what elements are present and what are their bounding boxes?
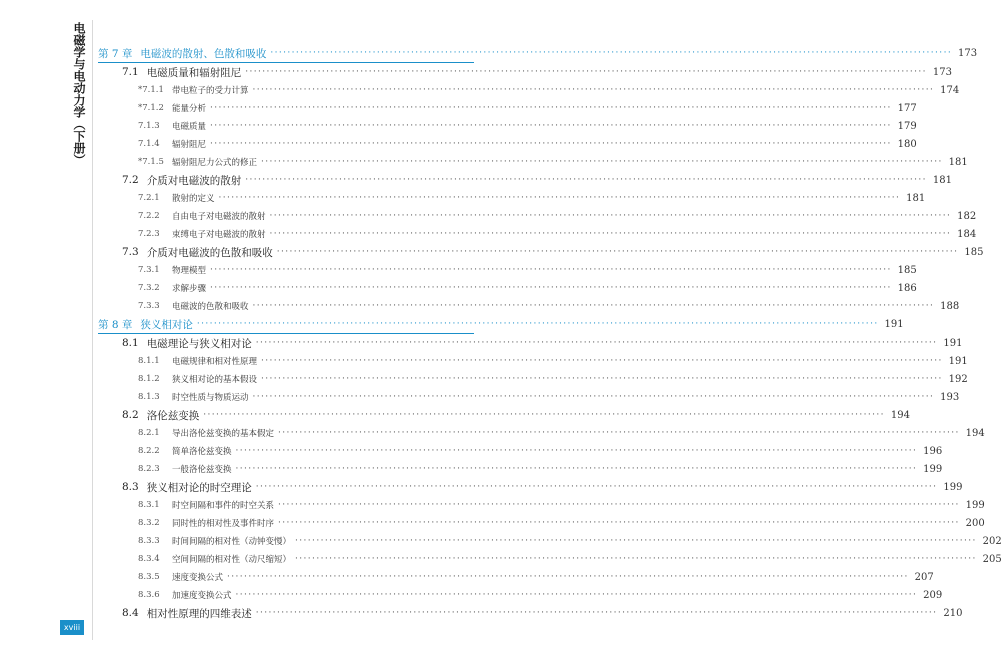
toc-subsection-row[interactable] <box>98 135 917 153</box>
toc-entry-number: 7.3 <box>122 246 139 258</box>
toc-leader-dots: ································································································································································ <box>235 464 918 474</box>
toc-page-number: 191 <box>943 337 963 349</box>
toc-entry-number: 7.3.1 <box>138 265 160 275</box>
toc-page-number: 173 <box>958 47 978 59</box>
toc-leader-dots: ································································································································································ <box>210 265 892 275</box>
toc-page-number: 173 <box>932 66 952 78</box>
toc-entry-title: 能量分析 <box>172 104 207 114</box>
toc-leader-dots: ································································································································································ <box>218 193 901 203</box>
toc-entry-title: 一般洛伦兹变换 <box>172 465 232 475</box>
book-side-title: 电磁学与电动力学（下册） <box>72 22 86 166</box>
toc-leader-dots: ································································································································································ <box>210 121 892 131</box>
toc-subsection-row[interactable] <box>98 388 960 406</box>
toc-page-number: 199 <box>965 499 985 511</box>
toc-subsection-row[interactable] <box>98 117 917 135</box>
toc-entry-number: 8.4 <box>122 607 139 619</box>
toc-subsection-row[interactable] <box>98 352 968 370</box>
toc-entry-number: 8.1.2 <box>138 374 160 384</box>
toc-entry-number: 7.3.3 <box>138 301 160 311</box>
toc-subsection-row[interactable] <box>98 261 917 279</box>
toc-entry-title: 电磁波的色散和吸收 <box>172 302 249 312</box>
toc-subsection-row[interactable] <box>98 586 943 604</box>
page-number-badge: xviii <box>60 620 84 635</box>
toc-leader-dots: ································································································································································ <box>278 500 960 510</box>
toc-entry-title: 时空间隔和事件的时空关系 <box>172 501 275 511</box>
toc-entry-title: 自由电子对电磁波的散射 <box>172 212 266 222</box>
toc-leader-dots: ································································································································································ <box>210 103 892 113</box>
toc-page-number: 205 <box>982 553 1002 565</box>
toc-leader-dots: ································································································································································ <box>203 410 885 420</box>
toc-entry-number: 7.2.2 <box>138 211 160 221</box>
toc-page-number: 182 <box>957 210 977 222</box>
toc-chapter-row[interactable] <box>98 315 904 333</box>
toc-entry-title: 时空性质与物质运动 <box>172 393 249 403</box>
toc-page-number: 185 <box>964 246 984 258</box>
toc-entry-title: 求解步骤 <box>172 284 207 294</box>
toc-page-number: 184 <box>957 228 977 240</box>
toc-entry-title: 简单洛伦兹变换 <box>172 447 232 457</box>
toc-subsection-row[interactable] <box>98 279 917 297</box>
toc-page-number: 209 <box>923 589 943 601</box>
toc-page-number: 207 <box>914 571 934 583</box>
toc-entry-title: 同时性的相对性及事件时序 <box>172 519 275 529</box>
toc-entry-number: 8.2 <box>122 409 139 421</box>
toc-page-number: 193 <box>940 391 960 403</box>
toc-entry-title: 相对性原理的四维表述 <box>146 607 252 620</box>
toc-page-number: 186 <box>897 282 917 294</box>
toc-page-number: 194 <box>965 427 985 439</box>
toc-leader-dots: ································································································································································ <box>235 446 918 456</box>
toc-subsection-row[interactable] <box>98 514 985 532</box>
toc-leader-dots: ································································································································································ <box>245 175 927 185</box>
toc-entry-title: 电磁质量 <box>172 122 207 132</box>
side-divider <box>92 20 93 640</box>
toc-entry-title: 带电粒子的受力计算 <box>172 86 249 96</box>
toc-entry-number: 7.1.3 <box>138 121 160 131</box>
toc-page-number: 177 <box>897 102 917 114</box>
toc-entry-title: 辐射阻尼 <box>172 140 207 150</box>
toc-leader-dots: ································································································································································ <box>270 48 953 58</box>
table-of-contents <box>98 44 1002 622</box>
toc-entry-number: 8.1.1 <box>138 356 160 366</box>
toc-leader-dots: ································································································································································ <box>245 67 927 77</box>
toc-section-row[interactable] <box>98 243 984 261</box>
toc-page-number: 194 <box>890 409 910 421</box>
toc-entry-number: *7.1.1 <box>138 85 164 95</box>
toc-subsection-row[interactable] <box>98 568 934 586</box>
toc-leader-dots: ································································································································································ <box>210 139 892 149</box>
toc-subsection-row[interactable] <box>98 81 960 99</box>
toc-section-row[interactable] <box>98 63 952 81</box>
toc-page-number: 199 <box>943 481 963 493</box>
toc-leader-dots: ································································································································································ <box>227 572 909 582</box>
toc-section-row[interactable] <box>98 604 963 622</box>
toc-page-number: 191 <box>884 318 904 330</box>
toc-leader-dots: ································································································································································ <box>196 319 879 329</box>
toc-subsection-row[interactable] <box>98 189 926 207</box>
toc-entry-title: 束缚电子对电磁波的散射 <box>172 230 266 240</box>
toc-entry-number: 7.1 <box>122 66 139 78</box>
toc-page-number: 210 <box>943 607 963 619</box>
toc-subsection-row[interactable] <box>98 153 968 171</box>
toc-subsection-row[interactable] <box>98 424 985 442</box>
toc-entry-number: 8.3.3 <box>138 536 160 546</box>
toc-page-number: 196 <box>923 445 943 457</box>
toc-leader-dots: ································································································································································ <box>210 283 892 293</box>
toc-entry-title: 狭义相对论的基本假设 <box>172 375 258 385</box>
toc-entry-number: *7.1.2 <box>138 103 164 113</box>
toc-entry-number: 7.3.2 <box>138 283 160 293</box>
toc-leader-dots: ································································································································································ <box>255 608 938 618</box>
toc-entry-number: 8.2.3 <box>138 464 160 474</box>
toc-leader-dots: ································································································································································ <box>278 428 960 438</box>
toc-section-row[interactable] <box>98 334 963 352</box>
toc-subsection-row[interactable] <box>98 225 977 243</box>
toc-entry-number: *7.1.5 <box>138 157 164 167</box>
toc-page-number: 185 <box>897 264 917 276</box>
toc-entry-title: 介质对电磁波的散射 <box>146 174 242 187</box>
toc-entry-number: 8.3.4 <box>138 554 160 564</box>
toc-section-row[interactable] <box>98 478 963 496</box>
toc-page-number: 181 <box>948 156 968 168</box>
toc-entry-number: 7.2 <box>122 174 139 186</box>
toc-entry-number: 8.2.1 <box>138 428 160 438</box>
toc-entry-title: 电磁规律和相对性原理 <box>172 357 258 367</box>
toc-entry-title: 电磁质量和辐射阻尼 <box>146 66 242 79</box>
toc-subsection-row[interactable] <box>98 442 943 460</box>
toc-leader-dots: ································································································································································ <box>261 374 943 384</box>
toc-leader-dots: ································································································································································ <box>255 482 938 492</box>
toc-entry-title: 辐射阻尼力公式的修正 <box>172 158 258 168</box>
toc-entry-number: 8.1 <box>122 337 139 349</box>
toc-page-number: 199 <box>923 463 943 475</box>
toc-subsection-row[interactable] <box>98 460 943 478</box>
toc-leader-dots: ································································································································································ <box>252 392 935 402</box>
toc-entry-title: 时间间隔的相对性（动钟变慢） <box>172 537 292 547</box>
toc-entry-title: 空间间隔的相对性（动尺缩短） <box>172 555 292 565</box>
toc-entry-title: 狭义相对论 <box>140 318 193 331</box>
toc-page-number: 181 <box>932 174 952 186</box>
toc-entry-number: 8.3.5 <box>138 572 160 582</box>
toc-entry-title: 电磁理论与狭义相对论 <box>146 337 252 350</box>
toc-entry-title: 狭义相对论的时空理论 <box>146 481 252 494</box>
toc-leader-dots: ································································································································································ <box>295 536 977 546</box>
toc-page-number: 192 <box>948 373 968 385</box>
toc-leader-dots: ································································································································································ <box>261 157 943 167</box>
toc-entry-number: 8.2.2 <box>138 446 160 456</box>
toc-leader-dots: ································································································································································ <box>235 590 918 600</box>
toc-entry-title: 导出洛伦兹变换的基本假定 <box>172 429 275 439</box>
toc-leader-dots: ································································································································································ <box>252 301 935 311</box>
toc-leader-dots: ································································································································································ <box>261 356 943 366</box>
toc-subsection-row[interactable] <box>98 550 1002 568</box>
toc-entry-number: 8.3.2 <box>138 518 160 528</box>
toc-entry-title: 电磁波的散射、色散和吸收 <box>140 47 267 60</box>
toc-page-number: 188 <box>940 300 960 312</box>
toc-entry-title: 介质对电磁波的色散和吸收 <box>146 246 273 259</box>
toc-page-number: 181 <box>906 192 926 204</box>
toc-entry-number: 第 7 章 <box>98 47 133 60</box>
toc-page-number: 202 <box>982 535 1002 547</box>
toc-entry-title: 洛伦兹变换 <box>146 409 200 422</box>
toc-entry-number: 7.2.3 <box>138 229 160 239</box>
toc-entry-title: 物理模型 <box>172 266 207 276</box>
toc-entry-title: 速度变换公式 <box>172 573 224 583</box>
toc-section-row[interactable] <box>98 406 910 424</box>
toc-chapter-row[interactable] <box>98 44 978 62</box>
toc-page-number: 180 <box>897 138 917 150</box>
toc-section-row[interactable] <box>98 171 952 189</box>
toc-leader-dots: ································································································································································ <box>295 554 977 564</box>
toc-entry-number: 8.3 <box>122 481 139 493</box>
toc-subsection-row[interactable] <box>98 99 917 117</box>
toc-page-number: 200 <box>965 517 985 529</box>
toc-subsection-row[interactable] <box>98 207 977 225</box>
toc-entry-number: 7.1.4 <box>138 139 160 149</box>
toc-entry-title: 散射的定义 <box>172 194 215 204</box>
toc-subsection-row[interactable] <box>98 370 968 388</box>
toc-entry-title: 加速度变换公式 <box>172 591 232 601</box>
toc-page-number: 174 <box>940 84 960 96</box>
toc-entry-number: 8.3.1 <box>138 500 160 510</box>
toc-leader-dots: ································································································································································ <box>269 229 952 239</box>
toc-leader-dots: ································································································································································ <box>278 518 960 528</box>
toc-leader-dots: ································································································································································ <box>269 211 952 221</box>
toc-subsection-row[interactable] <box>98 297 960 315</box>
toc-entry-number: 8.3.6 <box>138 590 160 600</box>
toc-leader-dots: ································································································································································ <box>276 247 959 257</box>
toc-page-number: 191 <box>948 355 968 367</box>
toc-entry-number: 第 8 章 <box>98 318 133 331</box>
toc-leader-dots: ································································································································································ <box>255 338 938 348</box>
toc-entry-number: 7.2.1 <box>138 193 160 203</box>
toc-leader-dots: ································································································································································ <box>252 85 935 95</box>
toc-page-number: 179 <box>897 120 917 132</box>
toc-subsection-row[interactable] <box>98 532 1002 550</box>
toc-entry-number: 8.1.3 <box>138 392 160 402</box>
toc-subsection-row[interactable] <box>98 496 985 514</box>
